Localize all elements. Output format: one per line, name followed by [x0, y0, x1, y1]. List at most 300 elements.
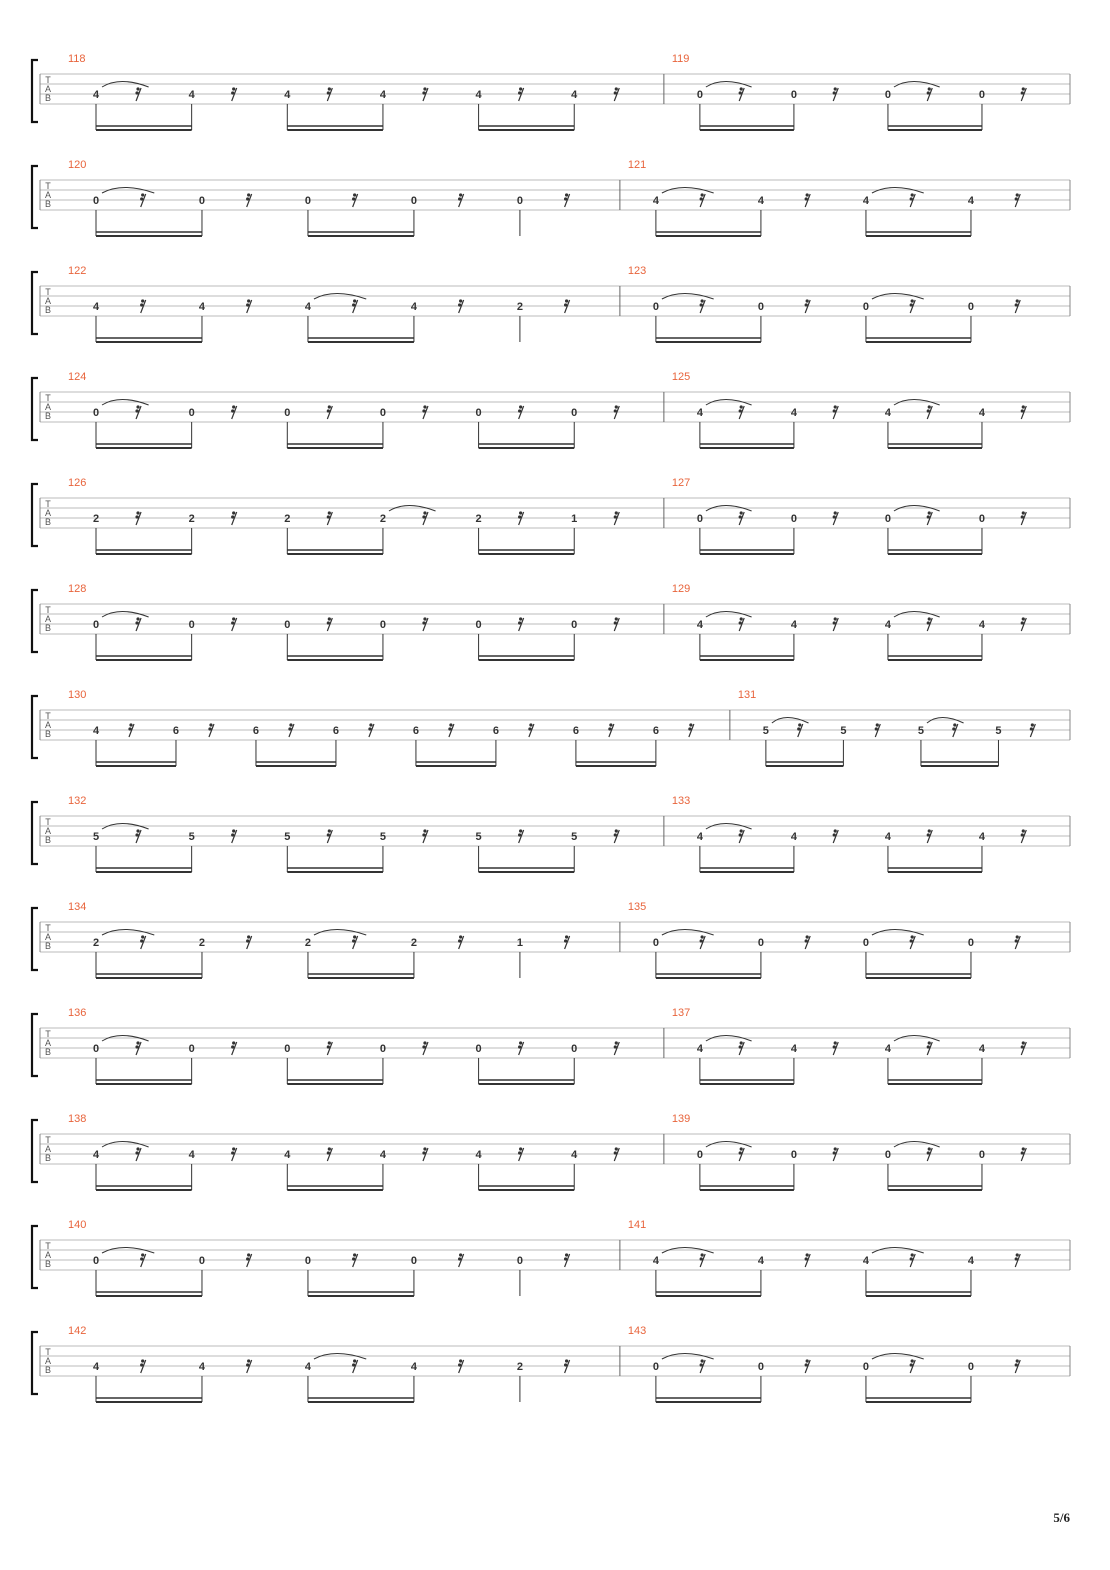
fret-number: 0	[862, 1361, 870, 1373]
rest-dot-icon	[328, 1147, 331, 1150]
rest-dot-icon	[1021, 621, 1024, 624]
rest-dot-icon	[739, 409, 742, 412]
rest-dot-icon	[327, 833, 330, 836]
fret-number: 0	[696, 89, 703, 101]
rest-dot-icon	[136, 1041, 139, 1044]
fret-number: 5	[762, 725, 769, 737]
rest-dot-icon	[1022, 87, 1025, 90]
rest-dot-icon	[739, 91, 742, 94]
rest-dot-icon	[135, 621, 138, 624]
tab-clef-letter: T	[45, 1241, 51, 1251]
rest-dot-icon	[834, 1041, 837, 1044]
measure-number: 126	[68, 477, 87, 489]
measure-number: 134	[68, 901, 87, 913]
rest-dot-icon	[141, 299, 144, 302]
rest-dot-icon	[352, 1257, 355, 1260]
tab-clef-letter: T	[45, 1347, 51, 1357]
rest-dot-icon	[701, 299, 704, 302]
rest-dot-icon	[1015, 197, 1018, 200]
rest-dot-icon	[519, 1041, 522, 1044]
tab-clef-letter: T	[45, 287, 51, 297]
measure-number: 131	[737, 689, 757, 701]
fret-number: 4	[475, 1149, 482, 1161]
fret-number: 4	[862, 1255, 870, 1267]
fret-number: 4	[92, 301, 100, 313]
fret-number: 0	[92, 1043, 100, 1055]
rest-dot-icon	[564, 197, 567, 200]
tab-clef-letter: A	[44, 1144, 52, 1154]
rest-dot-icon	[615, 1147, 618, 1150]
rest-dot-icon	[246, 1363, 249, 1366]
tab-clef-letter: B	[44, 835, 52, 845]
rest-dot-icon	[1016, 1253, 1019, 1256]
fret-number: 2	[92, 513, 100, 525]
fret-number: 4	[884, 1043, 892, 1055]
rest-dot-icon	[246, 197, 249, 200]
fret-number: 0	[92, 619, 100, 631]
fret-number: 4	[92, 1361, 100, 1373]
rest-dot-icon	[247, 299, 250, 302]
rest-dot-icon	[519, 87, 522, 90]
fret-number: 0	[516, 1255, 523, 1267]
rest-dot-icon	[422, 621, 425, 624]
rest-dot-icon	[246, 939, 249, 942]
tab-clef-letter: T	[45, 711, 51, 721]
tab-clef-letter: A	[44, 826, 52, 836]
rest-dot-icon	[834, 617, 837, 620]
rest-dot-icon	[231, 91, 234, 94]
rest-dot-icon	[688, 727, 691, 730]
system-bracket	[32, 378, 38, 440]
tab-clef-letter: B	[44, 729, 52, 739]
rest-dot-icon	[459, 1359, 462, 1362]
rest-dot-icon	[458, 939, 461, 942]
rest-dot-icon	[833, 515, 836, 518]
fret-number: 4	[790, 407, 797, 419]
fret-number: 5	[475, 831, 482, 843]
measure-number: 137	[671, 1007, 691, 1019]
rest-dot-icon	[423, 405, 426, 408]
tab-clef-letter: T	[45, 817, 51, 827]
rest-dot-icon	[519, 511, 522, 514]
fret-number: 4	[652, 195, 659, 207]
fret-number: 0	[862, 301, 870, 313]
rest-dot-icon	[833, 409, 836, 412]
rest-dot-icon	[1030, 727, 1033, 730]
rest-dot-icon	[328, 87, 331, 90]
system-bracket	[32, 590, 38, 652]
fret-number: 4	[198, 1361, 206, 1373]
rest-dot-icon	[327, 515, 330, 518]
rest-dot-icon	[565, 1359, 568, 1362]
fret-number: 0	[92, 195, 100, 207]
fret-number: 4	[379, 1149, 387, 1161]
measure-number: 138	[68, 1113, 87, 1125]
measure-number: 118	[68, 53, 86, 65]
rest-dot-icon	[833, 1045, 836, 1048]
fret-number: 4	[379, 89, 387, 101]
rest-dot-icon	[352, 197, 355, 200]
fret-number: 0	[862, 937, 870, 949]
rest-dot-icon	[518, 409, 521, 412]
rest-dot-icon	[423, 829, 426, 832]
fret-number: 4	[978, 407, 986, 419]
rest-dot-icon	[136, 829, 139, 832]
tab-clef-letter: B	[44, 1153, 52, 1163]
rest-dot-icon	[833, 91, 836, 94]
rest-dot-icon	[519, 405, 522, 408]
rest-dot-icon	[231, 833, 234, 836]
rest-dot-icon	[806, 935, 809, 938]
rest-dot-icon	[928, 405, 931, 408]
rest-dot-icon	[459, 935, 462, 938]
fret-number: 5	[92, 831, 100, 843]
rest-dot-icon	[953, 723, 956, 726]
rest-dot-icon	[328, 617, 331, 620]
rest-dot-icon	[797, 727, 800, 730]
rest-dot-icon	[327, 621, 330, 624]
rest-dot-icon	[459, 1253, 462, 1256]
rest-dot-icon	[327, 409, 330, 412]
fret-number: 5	[571, 831, 578, 843]
rest-dot-icon	[232, 511, 235, 514]
fret-number: 4	[304, 301, 312, 313]
tab-clef-letter: B	[44, 1365, 52, 1375]
rest-dot-icon	[701, 193, 704, 196]
rest-dot-icon	[135, 409, 138, 412]
rest-dot-icon	[328, 511, 331, 514]
fret-number: 6	[572, 725, 579, 737]
rest-dot-icon	[564, 1363, 567, 1366]
fret-number: 4	[967, 195, 975, 207]
fret-number: 6	[252, 725, 260, 737]
rest-dot-icon	[246, 1257, 249, 1260]
rest-dot-icon	[1022, 1041, 1025, 1044]
fret-number: 4	[696, 831, 703, 843]
fret-number: 4	[304, 1361, 312, 1373]
rest-dot-icon	[565, 935, 568, 938]
rest-dot-icon	[423, 1147, 426, 1150]
rest-dot-icon	[458, 1257, 461, 1260]
rest-dot-icon	[1022, 1147, 1025, 1150]
fret-number: 0	[379, 1043, 387, 1055]
tab-clef-letter: T	[45, 499, 51, 509]
tab-clef-letter: B	[44, 93, 52, 103]
system-bracket	[32, 1226, 38, 1288]
fret-number: 0	[475, 619, 482, 631]
tab-clef-letter: A	[44, 402, 52, 412]
fret-number: 0	[757, 937, 764, 949]
fret-number: 5	[379, 831, 387, 843]
rest-dot-icon	[739, 621, 742, 624]
rest-dot-icon	[1015, 1257, 1018, 1260]
rest-dot-icon	[518, 515, 521, 518]
measure-number: 129	[671, 583, 691, 595]
fret-number: 1	[571, 513, 578, 525]
rest-dot-icon	[209, 723, 212, 726]
rest-dot-icon	[422, 1045, 425, 1048]
system-bracket	[32, 1332, 38, 1394]
fret-number: 4	[696, 407, 703, 419]
measure-number: 140	[68, 1219, 87, 1231]
tab-clef-letter: A	[44, 508, 52, 518]
rest-dot-icon	[247, 1253, 250, 1256]
system-bracket	[32, 1014, 38, 1076]
rest-dot-icon	[911, 935, 914, 938]
fret-number: 4	[92, 1149, 100, 1161]
rest-dot-icon	[136, 511, 139, 514]
measure-number: 125	[671, 371, 691, 383]
fret-number: 0	[410, 195, 417, 207]
fret-number: 5	[995, 725, 1002, 737]
rest-dot-icon	[833, 833, 836, 836]
measure-number: 142	[68, 1325, 87, 1337]
rest-dot-icon	[328, 405, 331, 408]
rest-dot-icon	[805, 197, 808, 200]
rest-dot-icon	[353, 1253, 356, 1256]
measure-number: 141	[627, 1219, 647, 1231]
measure-number: 120	[68, 159, 87, 171]
rest-dot-icon	[911, 1253, 914, 1256]
rest-dot-icon	[422, 833, 425, 836]
rest-dot-icon	[529, 723, 532, 726]
fret-number: 5	[188, 831, 195, 843]
fret-number: 4	[978, 1043, 986, 1055]
rest-dot-icon	[135, 1045, 138, 1048]
rest-dot-icon	[834, 405, 837, 408]
rest-dot-icon	[289, 723, 292, 726]
tab-clef-letter: T	[45, 1135, 51, 1145]
rest-dot-icon	[327, 91, 330, 94]
rest-dot-icon	[614, 621, 617, 624]
tab-clef-letter: T	[45, 393, 51, 403]
fret-number: 4	[967, 1255, 975, 1267]
rest-dot-icon	[834, 511, 837, 514]
fret-number: 4	[862, 195, 870, 207]
fret-number: 4	[696, 1043, 703, 1055]
rest-dot-icon	[232, 1147, 235, 1150]
rest-dot-icon	[1021, 1045, 1024, 1048]
fret-number: 6	[172, 725, 180, 737]
system-bracket	[32, 802, 38, 864]
rest-dot-icon	[910, 1363, 913, 1366]
rest-dot-icon	[928, 1041, 931, 1044]
tab-clef-letter: A	[44, 932, 52, 942]
measure-number: 133	[671, 795, 691, 807]
rest-dot-icon	[911, 193, 914, 196]
fret-number: 2	[92, 937, 100, 949]
rest-dot-icon	[1021, 515, 1024, 518]
fret-number: 1	[516, 937, 523, 949]
fret-number: 0	[379, 619, 387, 631]
measure-number: 135	[627, 901, 647, 913]
fret-number: 0	[475, 407, 482, 419]
rest-dot-icon	[834, 1147, 837, 1150]
rest-dot-icon	[910, 303, 913, 306]
rest-dot-icon	[368, 727, 371, 730]
rest-dot-icon	[805, 1257, 808, 1260]
fret-number: 0	[284, 619, 291, 631]
rest-dot-icon	[565, 1253, 568, 1256]
rest-dot-icon	[876, 723, 879, 726]
rest-dot-icon	[135, 833, 138, 836]
rest-dot-icon	[806, 1253, 809, 1256]
rest-dot-icon	[247, 1359, 250, 1362]
rest-dot-icon	[1021, 1151, 1024, 1154]
rest-dot-icon	[608, 727, 611, 730]
fret-number: 4	[790, 831, 797, 843]
rest-dot-icon	[353, 935, 356, 938]
rest-dot-icon	[834, 87, 837, 90]
fret-number: 6	[412, 725, 419, 737]
rest-dot-icon	[422, 409, 425, 412]
system-bracket	[32, 272, 38, 334]
rest-dot-icon	[614, 515, 617, 518]
rest-dot-icon	[449, 723, 452, 726]
rest-dot-icon	[614, 1045, 617, 1048]
tab-clef-letter: T	[45, 75, 51, 85]
tab-clef-letter: A	[44, 190, 52, 200]
rest-dot-icon	[135, 91, 138, 94]
tab-clef-letter: B	[44, 941, 52, 951]
tab-clef-letter: B	[44, 623, 52, 633]
rest-dot-icon	[232, 405, 235, 408]
fret-number: 0	[652, 937, 659, 949]
measure-number: 122	[68, 265, 87, 277]
rest-dot-icon	[927, 515, 930, 518]
fret-number: 4	[571, 89, 578, 101]
rest-dot-icon	[423, 617, 426, 620]
rest-dot-icon	[231, 1045, 234, 1048]
rest-dot-icon	[739, 1045, 742, 1048]
rest-dot-icon	[458, 303, 461, 306]
tab-clef-letter: T	[45, 605, 51, 615]
rest-dot-icon	[805, 303, 808, 306]
system-bracket	[32, 60, 38, 122]
rest-dot-icon	[128, 727, 131, 730]
page-number: 5/6	[1053, 1510, 1070, 1525]
tab-clef-letter: B	[44, 1259, 52, 1269]
rest-dot-icon	[1016, 1359, 1019, 1362]
fret-number: 4	[652, 1255, 659, 1267]
fret-number: 0	[978, 89, 986, 101]
rest-dot-icon	[1022, 829, 1025, 832]
rest-dot-icon	[369, 723, 372, 726]
tab-clef-letter: A	[44, 1250, 52, 1260]
tab-clef-letter: B	[44, 411, 52, 421]
rest-dot-icon	[458, 197, 461, 200]
fret-number: 0	[304, 1255, 312, 1267]
rest-dot-icon	[136, 617, 139, 620]
rest-dot-icon	[135, 1151, 138, 1154]
fret-number: 4	[696, 619, 703, 631]
fret-number: 0	[790, 1149, 797, 1161]
rest-dot-icon	[519, 617, 522, 620]
rest-dot-icon	[615, 87, 618, 90]
rest-dot-icon	[615, 1041, 618, 1044]
rest-dot-icon	[615, 405, 618, 408]
rest-dot-icon	[208, 727, 211, 730]
rest-dot-icon	[928, 1147, 931, 1150]
rest-dot-icon	[911, 1359, 914, 1362]
measure-number: 121	[627, 159, 647, 171]
rest-dot-icon	[952, 727, 955, 730]
rest-dot-icon	[927, 621, 930, 624]
fret-number: 0	[198, 1255, 206, 1267]
rest-dot-icon	[353, 299, 356, 302]
rest-dot-icon	[798, 723, 801, 726]
fret-number: 6	[652, 725, 659, 737]
measure-number: 119	[671, 53, 690, 65]
rest-dot-icon	[247, 935, 250, 938]
rest-dot-icon	[701, 1359, 704, 1362]
measure-number: 127	[671, 477, 691, 489]
fret-number: 0	[696, 1149, 703, 1161]
rest-dot-icon	[1031, 723, 1034, 726]
rest-dot-icon	[141, 193, 144, 196]
measure-number: 124	[68, 371, 87, 383]
rest-dot-icon	[910, 197, 913, 200]
rest-dot-icon	[231, 621, 234, 624]
fret-number: 4	[790, 1043, 797, 1055]
fret-number: 4	[790, 619, 797, 631]
rest-dot-icon	[141, 935, 144, 938]
rest-dot-icon	[1022, 511, 1025, 514]
rest-dot-icon	[739, 515, 742, 518]
rest-dot-icon	[700, 1363, 703, 1366]
tab-clef-letter: B	[44, 517, 52, 527]
fret-number: 6	[332, 725, 340, 737]
rest-dot-icon	[614, 409, 617, 412]
rest-dot-icon	[1015, 1363, 1018, 1366]
system-bracket	[32, 908, 38, 970]
tab-clef-letter: T	[45, 923, 51, 933]
fret-number: 2	[198, 937, 206, 949]
rest-dot-icon	[700, 1257, 703, 1260]
rest-dot-icon	[614, 91, 617, 94]
measure-number: 132	[68, 795, 87, 807]
rest-dot-icon	[927, 409, 930, 412]
fret-number: 4	[410, 1361, 417, 1373]
rest-dot-icon	[288, 727, 291, 730]
rest-dot-icon	[129, 723, 132, 726]
rest-dot-icon	[1015, 939, 1018, 942]
fret-number: 0	[967, 1361, 975, 1373]
rest-dot-icon	[519, 1147, 522, 1150]
tab-clef-letter: A	[44, 84, 52, 94]
measure-number: 139	[671, 1113, 691, 1125]
rest-dot-icon	[911, 299, 914, 302]
measure-number: 123	[627, 265, 647, 277]
rest-dot-icon	[910, 939, 913, 942]
fret-number: 4	[571, 1149, 578, 1161]
fret-number: 4	[757, 1255, 764, 1267]
rest-dot-icon	[565, 193, 568, 196]
fret-number: 0	[978, 1149, 986, 1161]
rest-dot-icon	[805, 939, 808, 942]
rest-dot-icon	[140, 1257, 143, 1260]
rest-dot-icon	[564, 939, 567, 942]
rest-dot-icon	[423, 1041, 426, 1044]
rest-dot-icon	[328, 1041, 331, 1044]
rest-dot-icon	[518, 1045, 521, 1048]
rest-dot-icon	[136, 87, 139, 90]
rest-dot-icon	[1016, 193, 1019, 196]
system-bracket	[32, 1120, 38, 1182]
rest-dot-icon	[136, 1147, 139, 1150]
fret-number: 4	[475, 89, 482, 101]
rest-dot-icon	[423, 87, 426, 90]
